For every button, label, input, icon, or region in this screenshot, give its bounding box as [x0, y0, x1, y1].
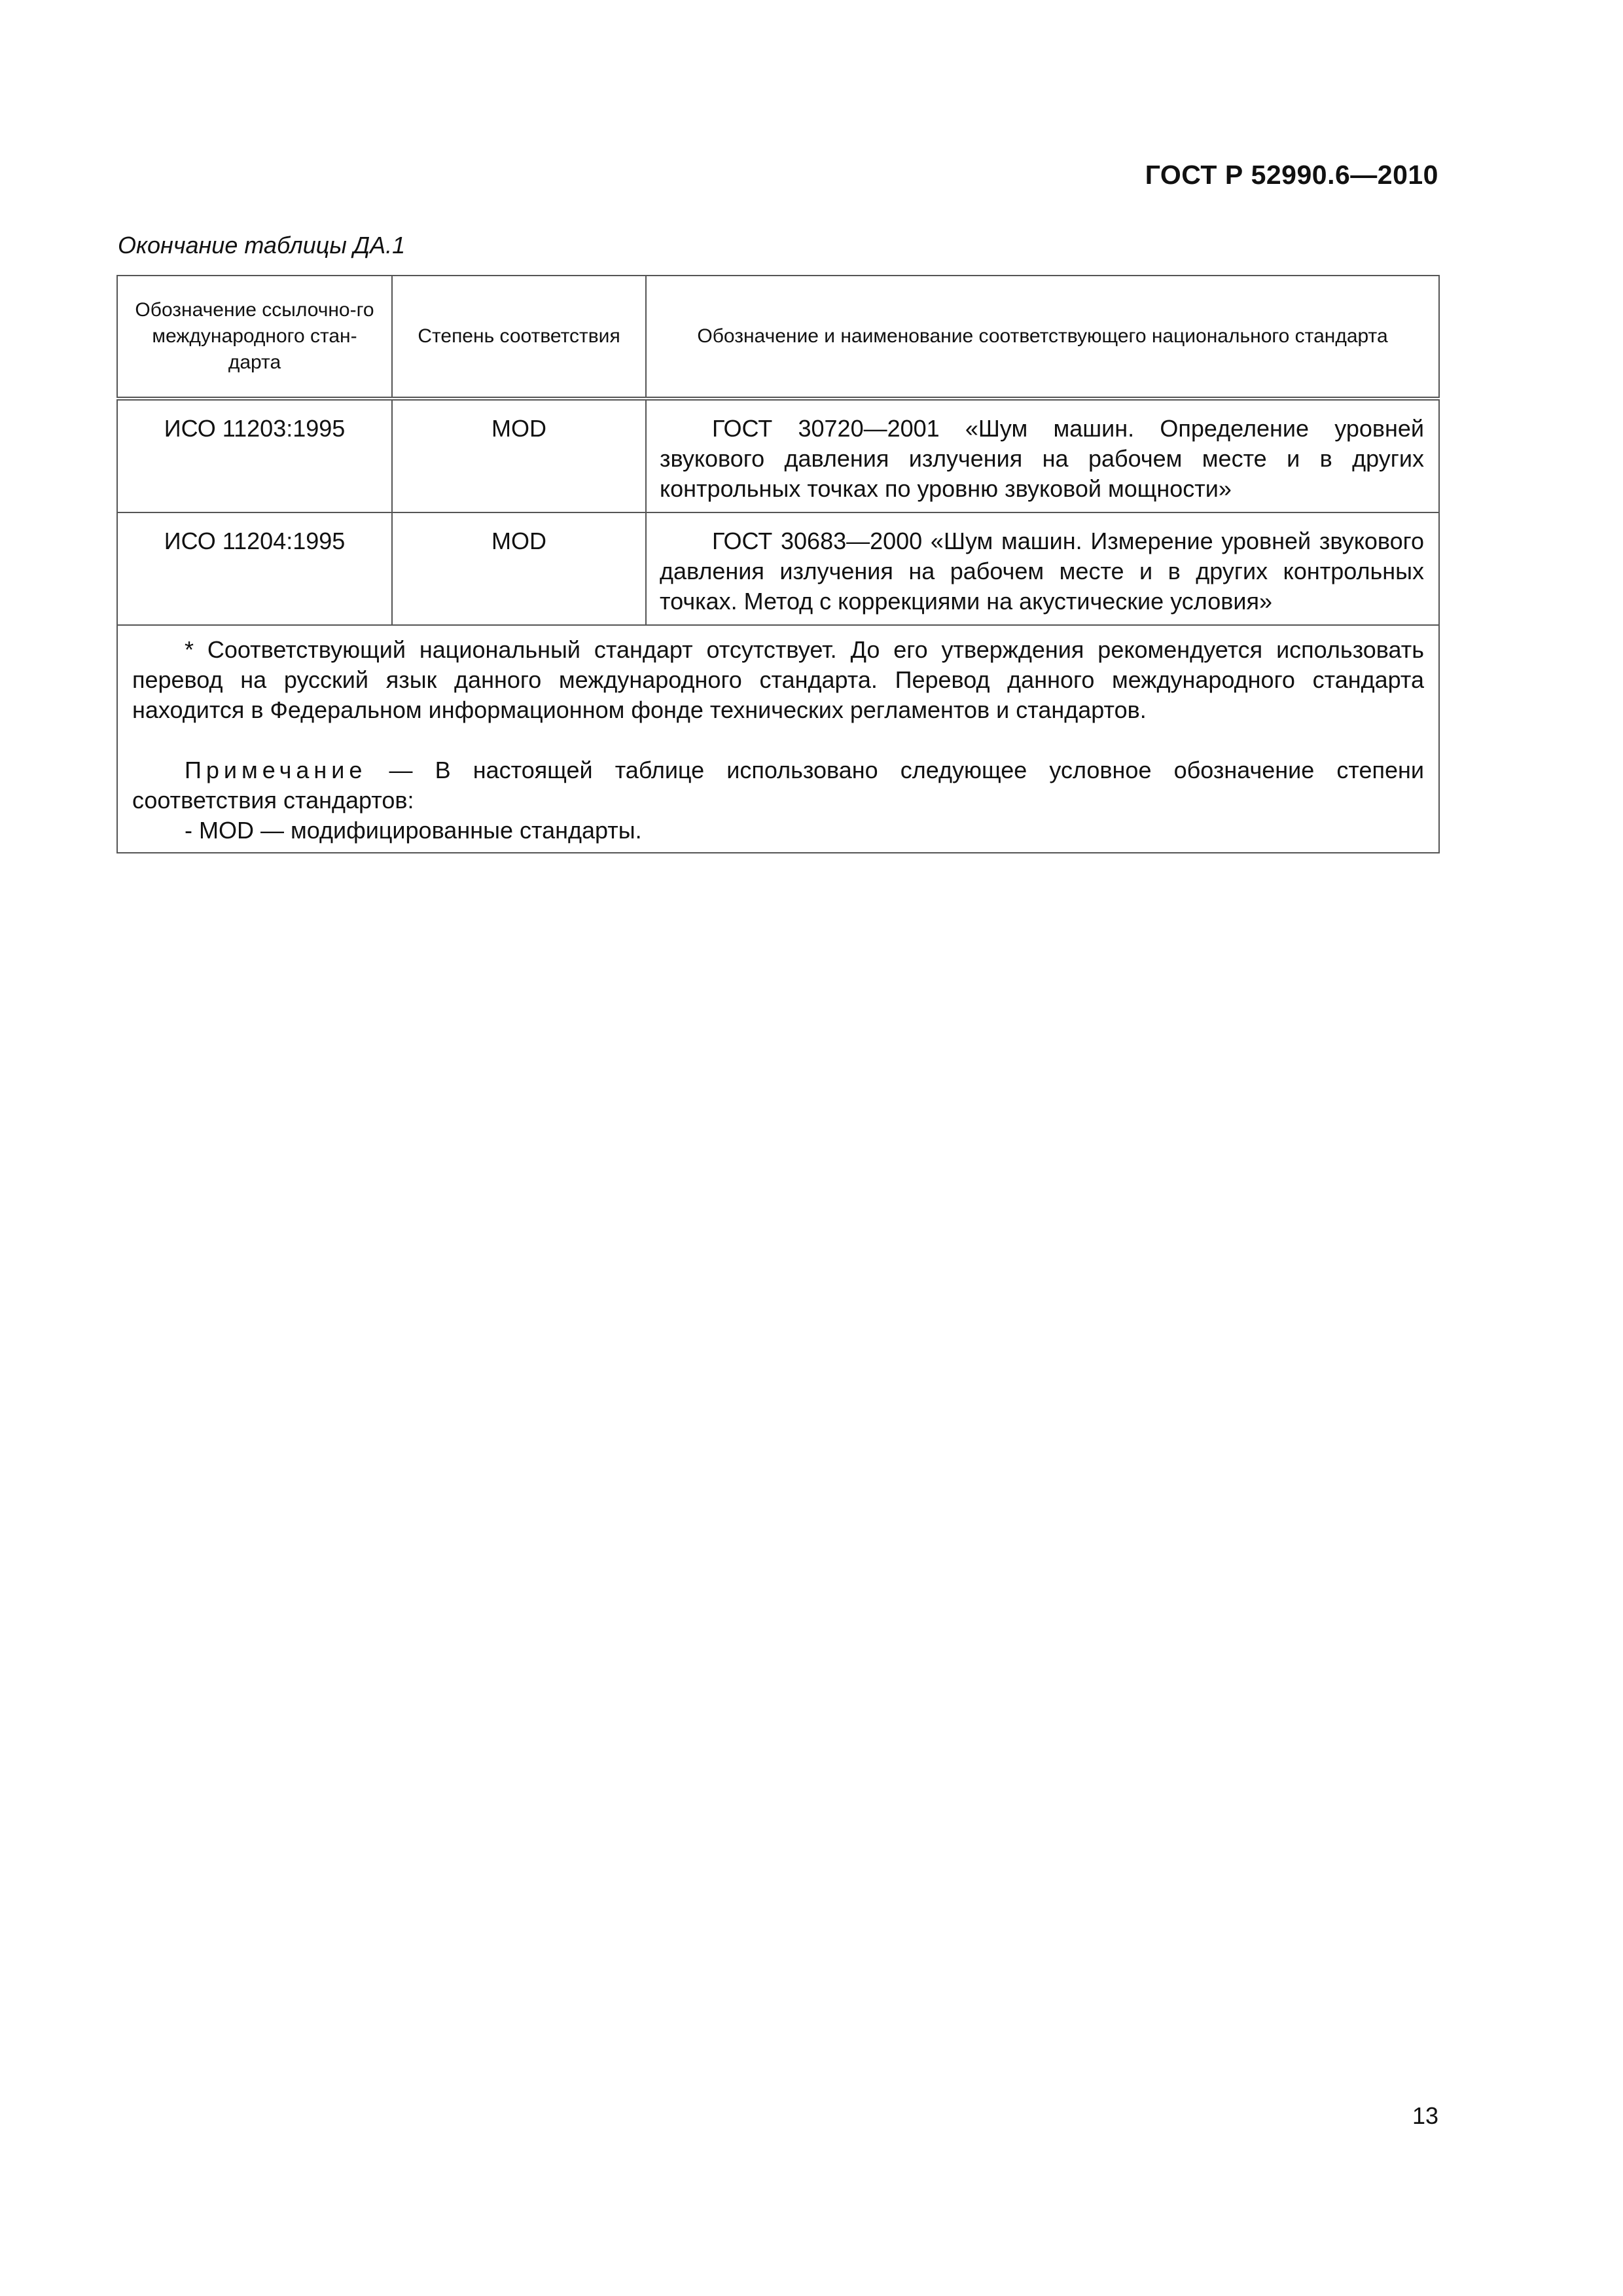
national-standard-cell: ГОСТ 30720—2001 «Шум машин. Определение уровней звукового давления излучения на рабочем месте и в других контрольных точках по уровню звуковой мощности» [646, 399, 1439, 512]
notes-cell [117, 625, 1439, 853]
notes-row [117, 625, 1439, 853]
note-paragraph [132, 755, 1424, 816]
page-number: 13 [1412, 2102, 1438, 2129]
table-row [117, 512, 1439, 625]
degree-cell: MOD [392, 399, 646, 512]
header-reference-standard: Обозначение ссылочно-го международного стан-дарта [117, 276, 392, 399]
header-degree-of-correspondence: Степень соответствия [392, 276, 646, 399]
table-row [117, 399, 1439, 512]
note-text: — В настоящей таблице использовано следующее условное обозначение степени соответствия стандартов: [132, 757, 1424, 814]
reference-standard-cell: ИСО 11204:1995 [117, 512, 392, 625]
document-code: ГОСТ Р 52990.6—2010 [1145, 160, 1438, 190]
correspondence-table [116, 275, 1440, 853]
note-label: Примечание [185, 757, 367, 783]
table-header-row [117, 276, 1439, 399]
table-caption: Окончание таблицы ДА.1 [118, 232, 406, 259]
national-standard-cell: ГОСТ 30683—2000 «Шум машин. Измерение уровней звукового давления излучения на рабочем месте и в других контрольных точках. Метод с коррекциями на акустические условия» [646, 512, 1439, 625]
note-item: - MOD — модифицированные стандарты. [185, 817, 642, 844]
header-national-standard: Обозначение и наименование соответствующего национального стандарта [646, 276, 1439, 399]
footnote-text: * Соответствующий национальный стандарт отсутствует. До его утверждения рекомендуется использовать перевод на русский язык данного международного стандарта. Перевод данного международного стандарта находится в Федеральном информационном фонде технических регламентов и стандартов. [132, 636, 1424, 723]
degree-cell: MOD [392, 512, 646, 625]
reference-standard-cell: ИСО 11203:1995 [117, 399, 392, 512]
